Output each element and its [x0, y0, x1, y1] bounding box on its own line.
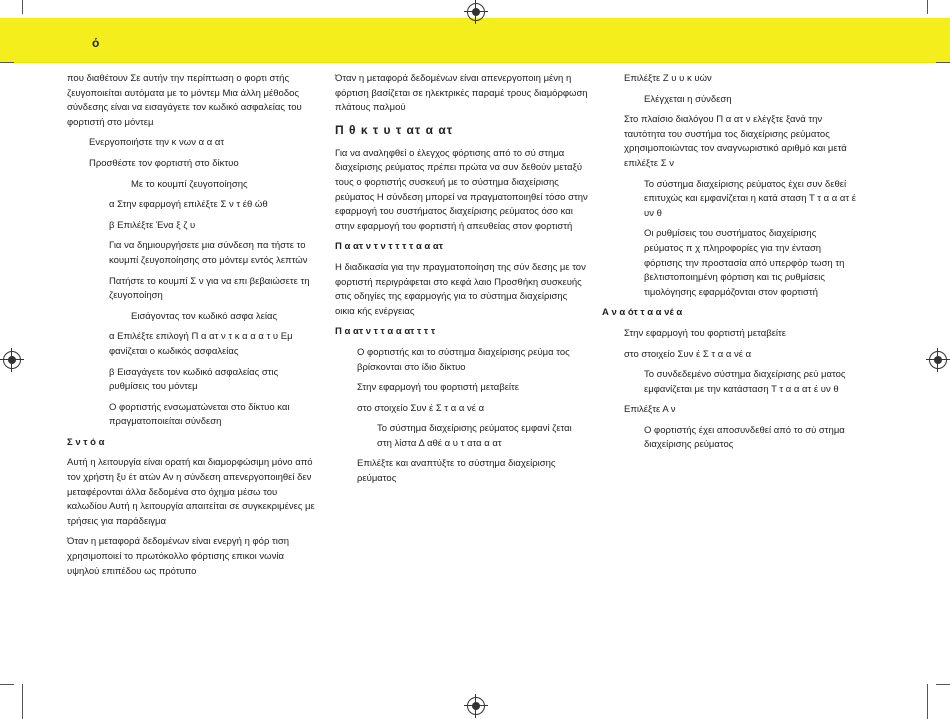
crop-mark: [22, 0, 23, 14]
crop-mark: [22, 684, 23, 719]
list-step: β Εισαγάγετε τον κωδικό ασφαλείας στις ρυθμίσεις του μόντεμ: [109, 366, 279, 393]
list-step: Ο φορτιστής ενσωματώνεται στο δίκτυο και πραγματοποιείται σύνδεση: [109, 401, 290, 428]
crop-mark: [927, 684, 928, 719]
crop-mark: [927, 0, 928, 14]
list-step: β Επιλέξτε Ένα ξ ζ υ: [109, 219, 196, 231]
list-step: Ο φορτιστής έχει αποσυνδεθεί από το σύ στημα διαχείρισης ρεύματος: [644, 424, 845, 451]
list-step: Στην εφαρμογή του φορτιστή μεταβείτε: [624, 327, 787, 339]
list-step: Με το κουμπί ζευγοποίησης: [131, 178, 248, 190]
header-rule: [0, 62, 950, 63]
list-step: Ο φορτιστής και το σύστημα διαχείρισης ρεύμα τος βρίσκονται στο ίδιο δίκτυο: [357, 346, 570, 373]
column-middle: [335, 72, 589, 493]
list-step: Το σύστημα διαχείρισης ρεύματος έχει συν δεθεί επιτυχώς και εμφανίζεται η κατά σταση Τ τ α α ατ έ υν θ: [644, 178, 857, 219]
registration-mark-icon: [467, 697, 485, 715]
column-right: [602, 72, 858, 459]
subsection-heading: Π α ατ ν τ ν τ τ τ τ α α ατ: [335, 241, 443, 253]
list-step: Πατήστε το κουμπί Σ ν για να επι βεβαιώσετε τη ζευγοποίηση: [109, 275, 310, 302]
column-left: [67, 72, 317, 585]
list-step: Επιλέξτε και αναπτύξτε το σύστημα διαχείρισης ρεύματος: [357, 458, 556, 485]
list-step: στο στοιχείο Συν έ Σ τ α α νέ α: [357, 402, 485, 414]
list-step: α Επιλέξτε επιλογή Π α ατ ν τ κ α α α τ υ Εμ φανίζεται ο κωδικός ασφαλείας: [109, 331, 293, 357]
crop-mark: [936, 684, 950, 685]
list-step: Το συνδεδεμένο σύστημα διαχείρισης ρεύ ματος εμφανίζεται με την κατάσταση Τ τ α α ατ έ υν θ: [644, 369, 846, 395]
subsection-heading: Π α ατ ν τ τ α α ατ τ τ τ: [335, 326, 436, 338]
subsection-heading: Σ ν τ ό α: [67, 436, 105, 448]
crop-mark: [0, 684, 14, 685]
registration-mark-icon: [467, 3, 485, 21]
list-step: Ελέγχεται η σύνδεση: [644, 93, 732, 105]
list-step: Ενεργοποιήστε την κ νων α α ατ: [89, 137, 225, 149]
paragraph: Η διαδικασία για την πραγματοποίηση της σύν δεσης με τον φορτιστή περιγράφεται στο κεφά λαιο Προσθήκη συσκευής στις οδηγίες της εφαρμογής για το σύστημα διαχείρισης οικια κής ενέργειας: [335, 261, 586, 317]
list-step: Επιλέξτε Α ν: [624, 404, 676, 416]
list-step: Οι ρυθμίσεις του συστήματος διαχείρισης ρεύματος π χ πληροφορίες για την ένταση φόρτισης την προστασία από υπερφόρ τωση τη βελτιστοποιημένη φόρτιση και τις ρυθμίσεις τιμολόγησης εφαρμόζονται στον φορτιστή: [644, 228, 845, 298]
paragraph: Αυτή η λειτουργία είναι ορατή και διαμορφώσιμη μόνο από τον χρήστη ξυ έτ ατών Αν η σύνδεση απενεργοποιηθεί δεν μεταφέρονται άλλα δεδομένα στο όχημα μέσω του καλωδίου Αυτή η λειτουργία απαιτείται σε συγκεκριμένες με τρήσεις για παράδειγμα: [67, 457, 315, 527]
paragraph: Όταν η μεταφορά δεδομένων είναι απενεργοποιη μένη η φόρτιση βασίζεται σε ηλεκτρικές παραμέ τρους διαμόρφωση πλάτους παλμού: [335, 73, 588, 114]
subsection-heading: Α ν α ότ τ α α νέ α: [602, 307, 683, 319]
list-step: Το σύστημα διαχείρισης ρεύματος εμφανί ζεται στη λίστα Δ αθέ α υ τ ατα α ατ: [377, 423, 572, 449]
crop-mark: [936, 62, 950, 63]
registration-mark-icon: [3, 351, 21, 369]
list-step: Επιλέξτε Ζ υ υ κ υών: [624, 73, 712, 84]
paragraph: που διαθέτουν Σε αυτήν την περίπτωση ο φορτι στής ζευγοποιείται αυτόματα με το μόντεμ Μια άλλη μέθοδος σύνδεσης είναι να εισαγάγετε τον κωδικό ασφαλείας του φορτιστή στο μόντεμ: [67, 73, 302, 128]
list-step: Στο πλαίσιο διαλόγου Π α ατ ν ελέγξτε ξανά την ταυτότητα του συστήμα τος διαχείρισης ρεύματος χρησιμοποιώντας τον αναγνωριστικό αριθμό και μετά επιλέξτε Σ ν: [624, 114, 847, 169]
registration-mark-icon: [929, 351, 947, 369]
list-step: Στην εφαρμογή του φορτιστή μεταβείτε: [357, 382, 520, 394]
list-step: Εισάγοντας τον κωδικό ασφα λείας: [131, 310, 278, 322]
list-step: Για να δημιουργήσετε μια σύνδεση πα τήστε το κουμπί ζευγοποίησης στο μόντεμ εντός λεπτών: [109, 240, 308, 266]
list-step: Προσθέστε τον φορτιστή στο δίκτυο: [89, 157, 239, 169]
list-step: α Στην εφαρμογή επιλέξτε Σ ν τ έθ ώθ: [109, 199, 268, 211]
section-heading: Π θ κ τ υ τ ατ α ατ: [335, 122, 454, 137]
crop-mark: [0, 62, 14, 63]
list-step: στο στοιχείο Συν έ Σ τ α α νέ α: [624, 348, 752, 360]
chapter-title: ό: [92, 36, 100, 50]
header-bar: [0, 18, 950, 62]
paragraph: Όταν η μεταφορά δεδομένων είναι ενεργή η φόρ τιση χρησιμοποιεί το πρωτόκολλο φόρτισης επικοι νωνία υψηλού επιπέδου ως πρότυπο: [67, 536, 289, 577]
paragraph: Για να αναληφθεί ο έλεγχος φόρτισης από το σύ στημα διαχείρισης ρεύματος πρέπει πρώτα να συν δεθούν μεταξύ τους ο φορτιστής συσκευή με το σύστημα διαχείρισης ρεύματος Η σύνδεση μπορεί να πραγματοποιηθεί τόσο στην εφαρμογή του συστήματος διαχείρισης ρεύματος όσο και στην εφαρμογή του φορτιστή ή απευθείας στον φορτιστή: [335, 147, 588, 232]
